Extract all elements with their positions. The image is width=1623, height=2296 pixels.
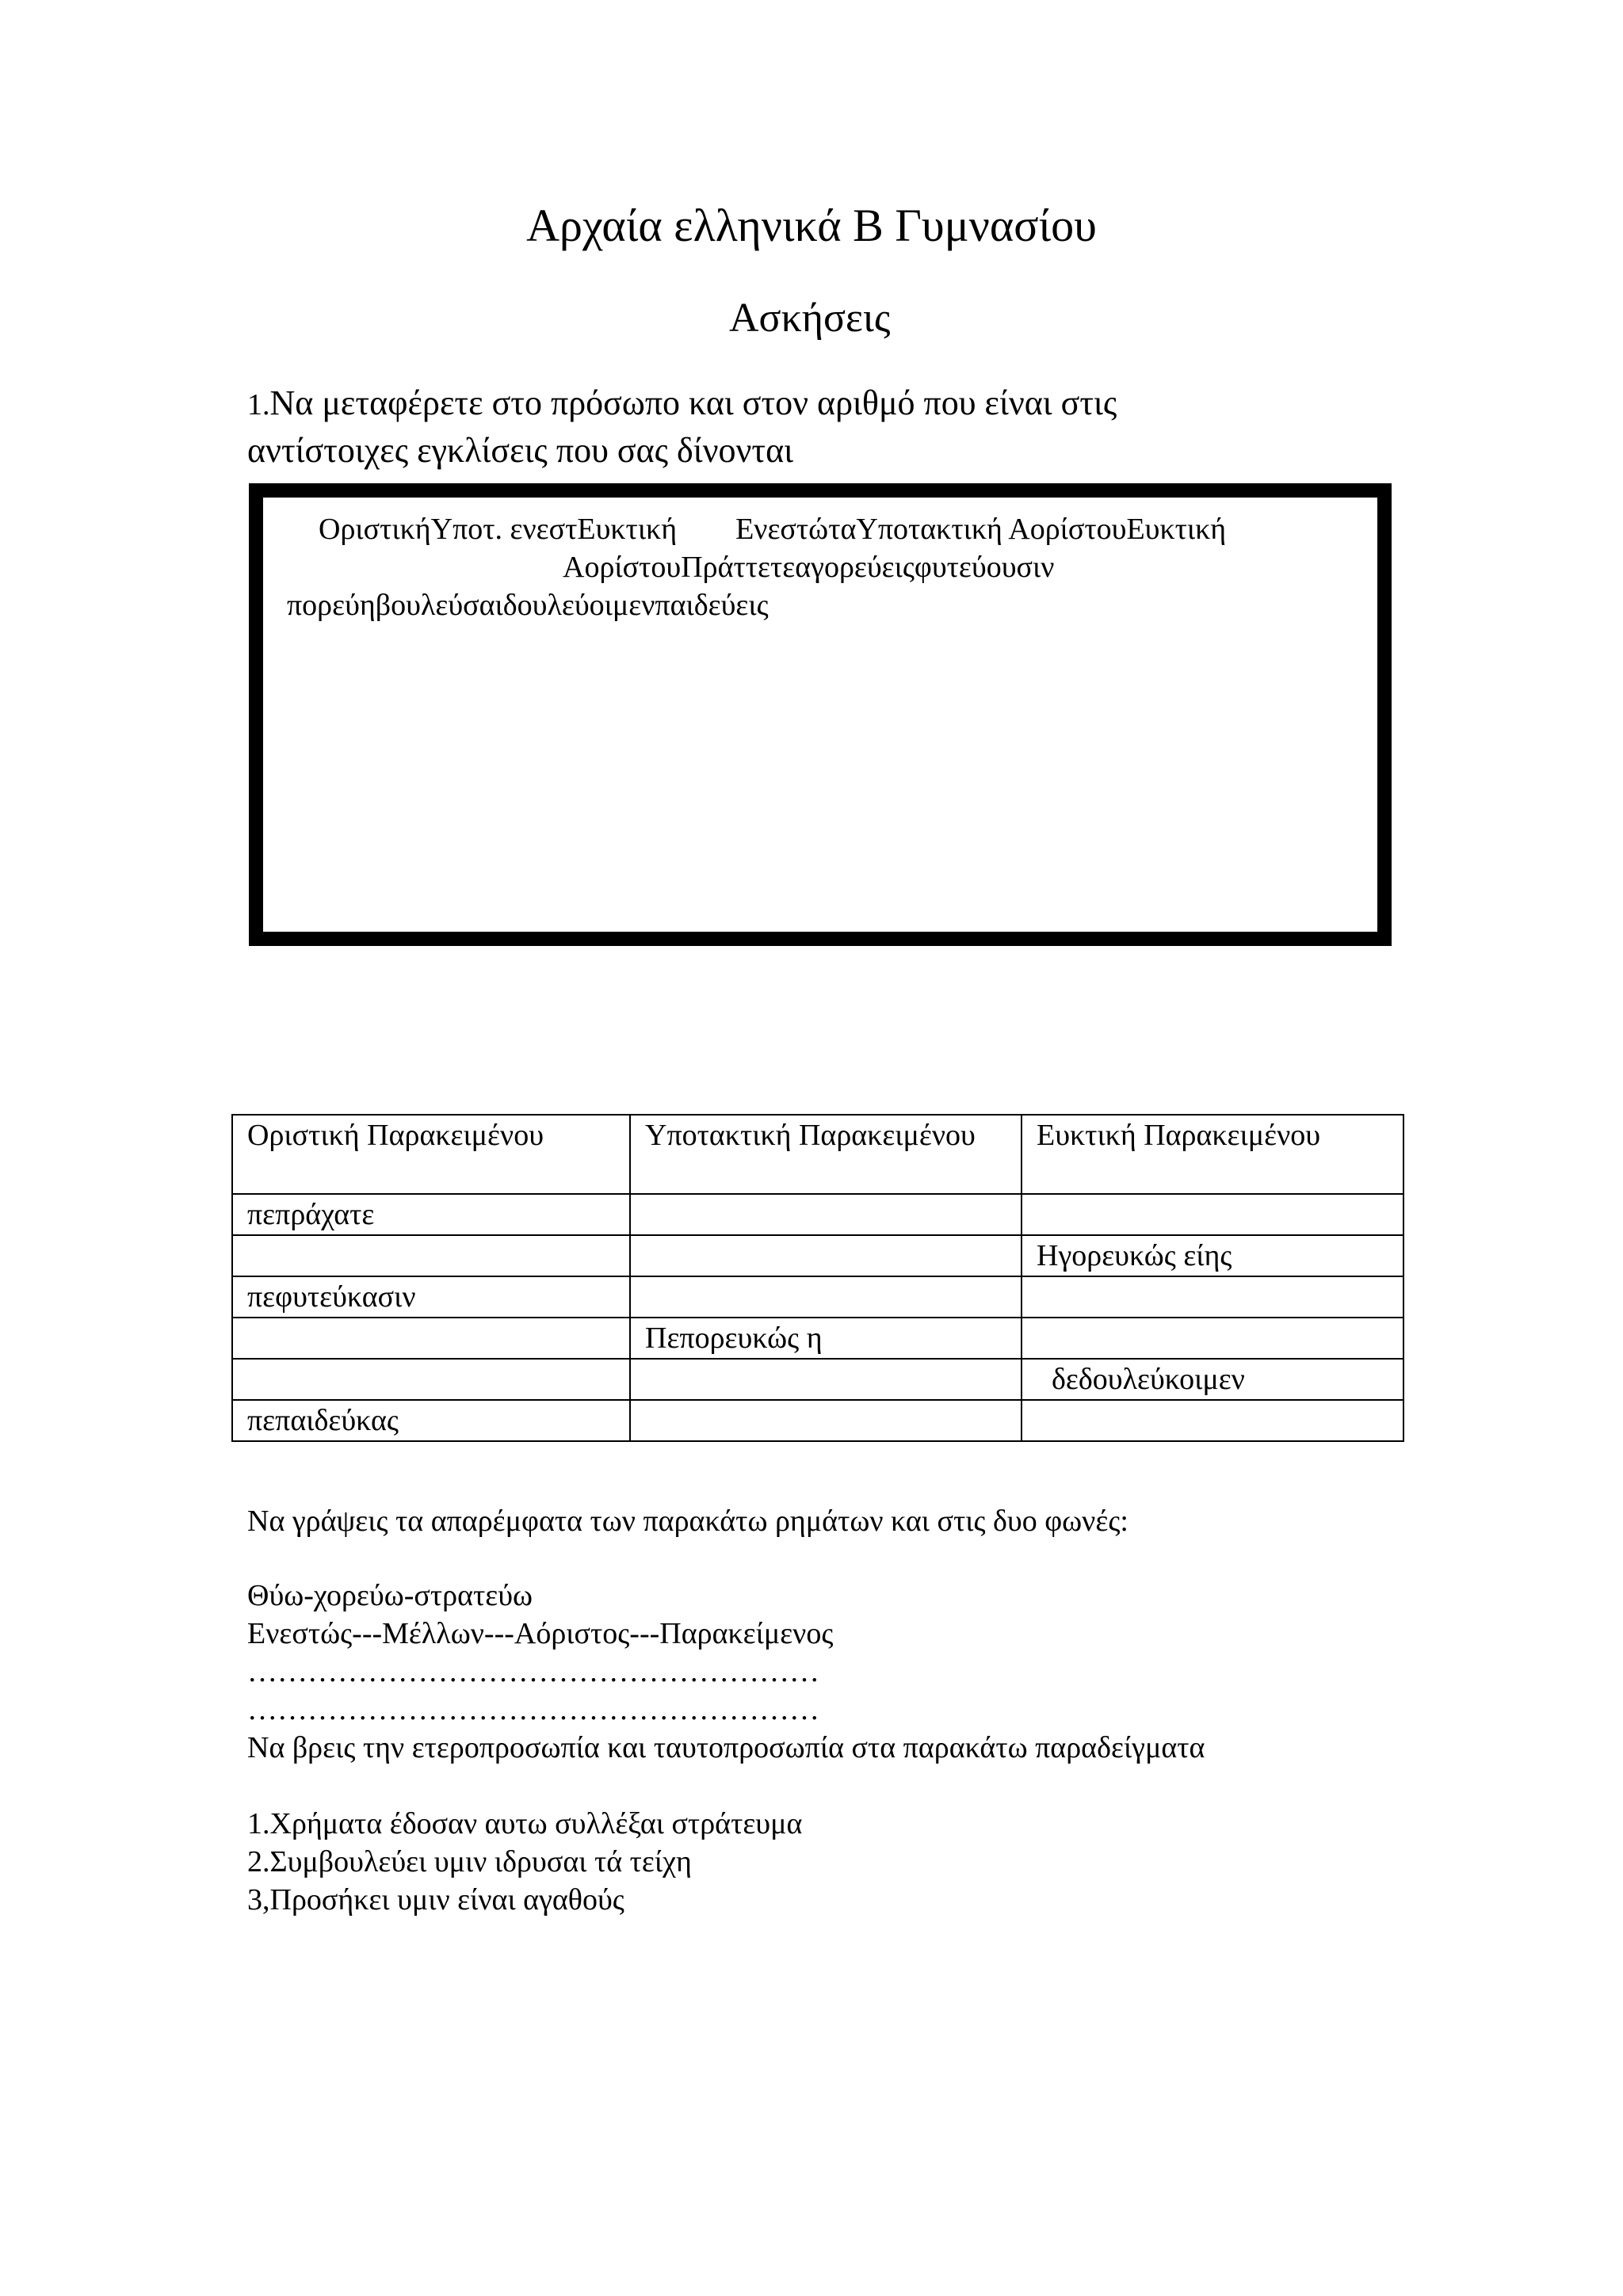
exercise1-line1 bbox=[247, 380, 1484, 428]
table-row bbox=[232, 1400, 1403, 1441]
table-cell bbox=[1022, 1194, 1403, 1235]
exercise2-answer-line-2: ………………………………………………… bbox=[247, 1693, 819, 1726]
box-line-1a: ΟριστικήΥποτ. ενεστΕυκτική bbox=[319, 513, 678, 546]
document-subtitle: Ασκήσεις bbox=[729, 296, 891, 341]
header-cell: Ευκτική Παρακειμένου bbox=[1022, 1115, 1403, 1194]
header-cell: Υποτακτική Παρακειμένου bbox=[630, 1115, 1022, 1194]
table-cell: πεπράχατε bbox=[232, 1194, 630, 1235]
table-cell: πεπαιδεύκας bbox=[232, 1400, 630, 1441]
exercise3-item-2: 2.Συμβουλεύει υμιν ιδρυσαι τά τείχη bbox=[247, 1845, 692, 1878]
box-line-3: πορεύηβουλεύσαιδουλεύοιμενπαιδεύεις bbox=[287, 589, 769, 622]
table-row bbox=[232, 1318, 1403, 1359]
exercise1-text-line2: αντίστοιχες εγκλίσεις που σας δίνονται bbox=[247, 431, 793, 470]
table-cell bbox=[630, 1276, 1022, 1318]
table-cell: Ηγορευκώς είης bbox=[1022, 1235, 1403, 1276]
exercise2-verbs: Θύω-χορεύω-στρατεύω bbox=[247, 1579, 533, 1612]
table-cell: Πεπορευκώς η bbox=[630, 1318, 1022, 1359]
exercise1-text-line1: Να μεταφέρετε στο πρόσωπο και στον αριθμό που είναι στις bbox=[269, 383, 1117, 422]
exercise3-item-3: 3,Προσήκει υμιν είναι αγαθούς bbox=[247, 1883, 624, 1917]
table-cell: δεδουλεύκοιμεν bbox=[1022, 1359, 1403, 1400]
document-title: Αρχαία ελληνικά Β Γυμνασίου bbox=[526, 200, 1097, 251]
exercise3-instruction: Να βρεις την ετεροπροσωπία και ταυτοπροσωπία στα παρακάτω παραδείγματα bbox=[247, 1731, 1205, 1764]
box-line-2: ΑορίστουΠράττετεαγορεύειςφυτεύουσιν bbox=[563, 551, 1055, 584]
exercise1-number: 1. bbox=[247, 388, 270, 421]
exercise3-item-1: 1.Χρήματα έδοσαν αυτω συλλέξαι στράτευμα bbox=[247, 1807, 803, 1840]
box-line-1b: ΕνεστώταΥποτακτική ΑορίστουΕυκτική bbox=[735, 513, 1227, 546]
table-cell bbox=[232, 1359, 630, 1400]
table-cell bbox=[1022, 1318, 1403, 1359]
header-cell: Οριστική Παρακειμένου bbox=[232, 1115, 630, 1194]
table-cell bbox=[1022, 1400, 1403, 1441]
conjugation-table bbox=[231, 1114, 1404, 1442]
table-cell bbox=[630, 1194, 1022, 1235]
table-header-row bbox=[232, 1115, 1403, 1194]
exercise2-answer-line-1: ………………………………………………… bbox=[247, 1655, 819, 1688]
table-row bbox=[232, 1359, 1403, 1400]
exercise2-tenses: Ενεστώς---Μέλλων---Αόριστος---Παρακείμενος bbox=[247, 1617, 834, 1650]
table-row bbox=[232, 1235, 1403, 1276]
table-cell bbox=[1022, 1276, 1403, 1318]
exercise1-word-box bbox=[249, 483, 1392, 946]
exercise2-instruction: Να γράψεις τα απαρέμφατα των παρακάτω ρημάτων και στις δυο φωνές: bbox=[247, 1505, 1128, 1538]
box-line-1 bbox=[319, 510, 1226, 548]
table-cell bbox=[630, 1359, 1022, 1400]
table-cell bbox=[630, 1400, 1022, 1441]
table-row bbox=[232, 1194, 1403, 1235]
table-cell bbox=[232, 1235, 630, 1276]
table-row bbox=[232, 1276, 1403, 1318]
table-cell bbox=[232, 1318, 630, 1359]
table-cell bbox=[630, 1235, 1022, 1276]
table-cell: πεφυτεύκασιν bbox=[232, 1276, 630, 1318]
exercise1-instruction bbox=[247, 380, 1484, 474]
